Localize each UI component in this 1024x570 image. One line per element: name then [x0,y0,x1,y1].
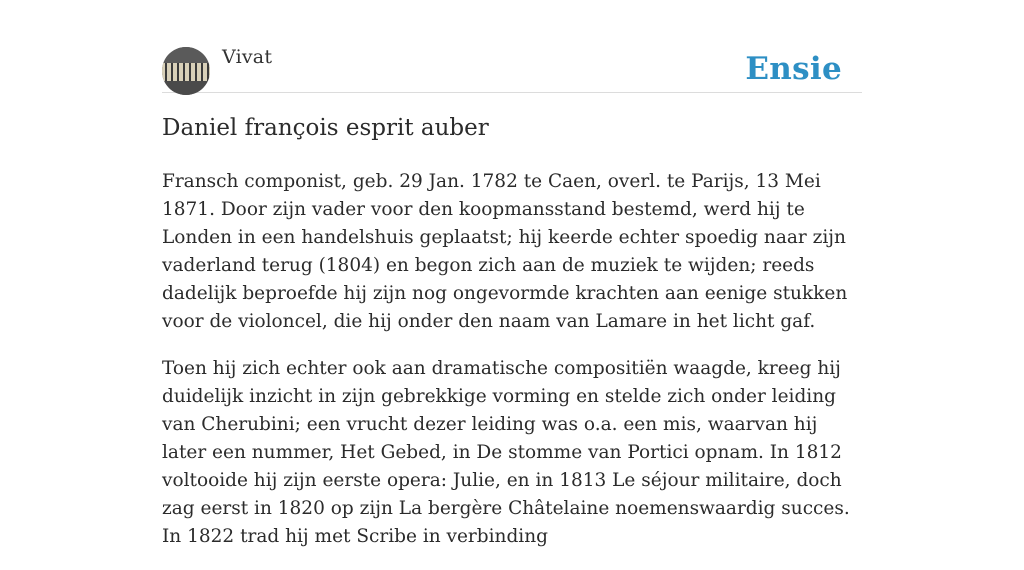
paragraph: Toen hij zich echter ook aan dramatische compositiën waagde, kreeg hij duidelijk inzicht in zijn gebrekkige vorming en stelde zich onder leiding van Cherubini; een vrucht dezer leiding was o.a. een mis, waarvan hij later een nummer, Het Gebed, in De stomme van Portici opnam. In 1812 voltooide hij zijn eerste opera: Julie, en in 1813 Le séjour militaire, doch zag eerst in 1820 op zijn La bergère Châtelaine noemenswaardig succes. In 1822 trad hij met Scribe in verbinding [162,358,850,547]
page-title: Daniel françois esprit auber [162,115,489,141]
author-name[interactable]: Vivat [222,46,273,68]
page-container [162,0,862,547]
article-body [162,168,862,570]
typewriter-keys-icon [162,47,210,95]
brand-logo[interactable]: Ensie [745,51,842,87]
avatar[interactable] [162,47,210,95]
header [162,0,862,93]
paragraph: Fransch componist, geb. 29 Jan. 1782 te Caen, overl. te Parijs, 13 Mei 1871. Door zijn vader voor den koopmansstand bestemd, werd hij te Londen in een handelshuis geplaatst; hij keerde echter spoedig naar zijn vaderland terug (1804) en begon zich aan de muziek te wijden; reeds dadelijk beproefde hij zijn nog ongevormde krachten aan eenige stukken voor de violoncel, die hij onder den naam van Lamare in het licht gaf. [162,171,848,332]
